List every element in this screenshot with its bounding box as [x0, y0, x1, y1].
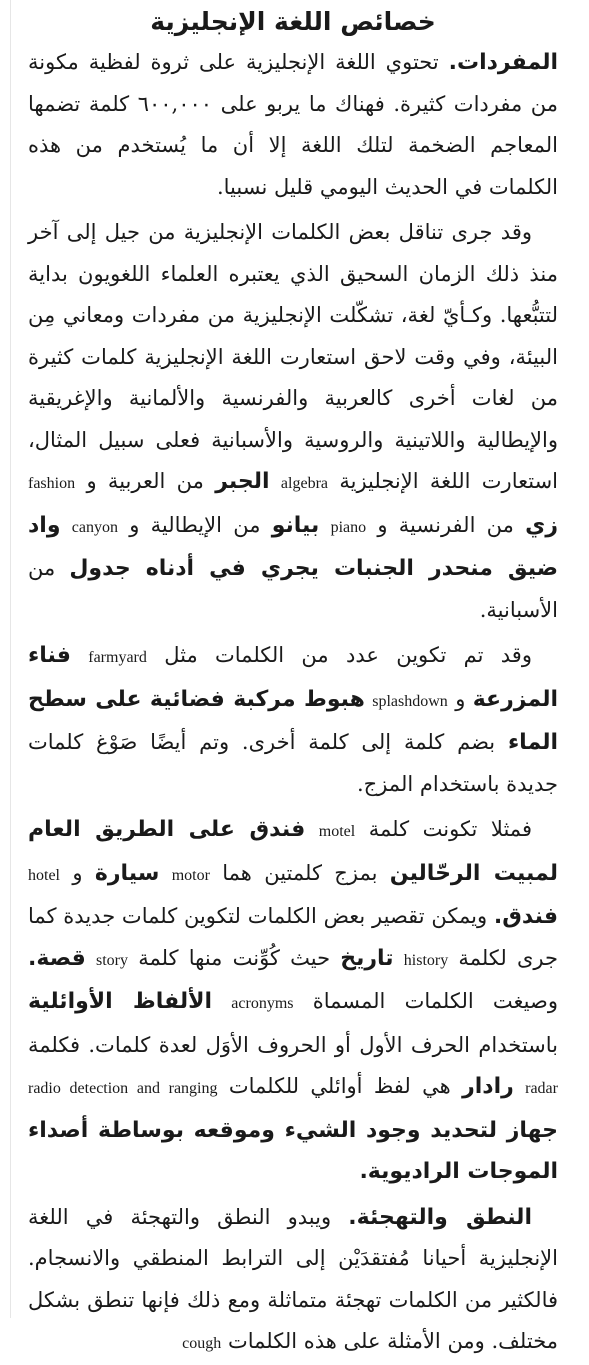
text: بمزج كلمتين هما — [209, 860, 390, 885]
text: من الفرنسية و — [366, 512, 526, 537]
english-term-piano: piano — [330, 518, 367, 536]
english-term-motor: motor — [171, 866, 210, 884]
text — [270, 469, 281, 493]
page-title: خصائص اللغة الإنجليزية — [150, 7, 436, 36]
text: وقد تم تكوين عدد من الكلمات مثل — [146, 643, 532, 667]
text: تحتوي اللغة الإنجليزية على ثروة لفظية مكونة من مفردات كثيرة. فهناك ما يربو على ٦٠٠,٠٠٠ كلمة تضمها المعاجم الضخمة لتلك اللغة إلا أن ما يُستخدم من هذه الكلمات في الحديث اليومي قليل نسبيا. — [28, 50, 558, 199]
english-term-canyon: canyon — [71, 518, 118, 536]
text — [514, 1074, 525, 1098]
text — [394, 946, 404, 970]
text: وصيغت الكلمات المسماة — [293, 989, 558, 1013]
bold-term-canyon: واد ضيق منحدر الجنبات يجري في أدناه جدول — [28, 512, 558, 581]
bold-term-radar-definition: جهاز لتحديد وجود الشيء وموقعه بوساطة أصداء الموجات الراديوية. — [28, 1117, 558, 1184]
document-page — [28, 0, 559, 1353]
english-term-history: history — [403, 951, 449, 969]
text: من العربية و — [75, 469, 216, 493]
text: و — [60, 860, 95, 885]
bold-term-piano: بيانو — [271, 512, 320, 538]
english-term-farmyard: farmyard — [88, 649, 147, 666]
text — [305, 817, 319, 841]
text — [71, 643, 88, 667]
text — [86, 946, 96, 970]
paragraph-borrowing — [28, 212, 558, 631]
bold-term-fashion: زي — [525, 512, 558, 538]
bold-term-history: تاريخ — [340, 945, 394, 971]
text: ويبدو النطق والتهجئة في اللغة الإنجليزية أحيانا مُفتقدَيْن إلى الترابط المنطقي والانسجام. فالكثير من الكلمات تهجئة متماثلة ومع ذلك فإنها تنطق بشكل مختلف. ومن الأمثلة على هذه الكلمات — [28, 1204, 559, 1353]
text — [159, 861, 171, 885]
text: من الأسبانية. — [28, 556, 558, 622]
english-term-radar: radar — [525, 1080, 558, 1097]
english-term-motel: motel — [318, 823, 356, 840]
english-term-story: story — [96, 951, 128, 969]
bold-term-hotel: فندق. — [493, 904, 558, 929]
bold-term-motel: فندق على الطريق العام لمبيت الرحّالين — [28, 817, 558, 886]
bold-term-splashdown: هبوط مركبة فضائية على سطح الماء — [28, 686, 558, 755]
text — [212, 989, 231, 1013]
bold-term-acronyms: الألفاظ الأوائلية — [28, 989, 213, 1014]
english-term-splashdown: splashdown — [372, 692, 448, 710]
text: باستخدام الحرف الأول أو الحروف الأوَل لعدة كلمات. فكلمة — [28, 1032, 558, 1057]
paragraph-blending — [28, 809, 558, 1193]
text: حيث كُوِّنت منها كلمة — [128, 945, 341, 970]
scan-margin-line — [10, 0, 11, 1318]
text: ويمكن تقصير بعض الكلمات لتكوين كلمات جديدة كما جرى لكلمة — [28, 904, 558, 970]
text: و — [447, 686, 473, 711]
text: وقد جرى تناقل بعض الكلمات الإنجليزية من جيل إلى آخر منذ ذلك الزمان السحيق الذي يعتبره العلماء اللغويون بداية لتتبُّعها. وكـأيّ لغة، تشكّلت الإنجليزية من مفردات ومعاني مِن البيئة، وفي وقت لاحق استعارت اللغة الإنجليزية كلمات كثيرة من لغات أخرى كالعربية والفرنسية والألمانية والإغريقية والإيطالية واللاتينية والروسية والأسبانية فعلى سبيل المثال، استعارت اللغة الإنجليزية — [28, 220, 558, 493]
bold-term-farmyard: فناء المزرعة — [28, 643, 558, 712]
text — [319, 513, 330, 537]
text: فمثلا تكونت كلمة — [355, 817, 532, 841]
text: بضم كلمة إلى كلمة أخرى. وتم أيضًا صَوْغ كلمات جديدة باستخدام المزج. — [28, 730, 558, 796]
english-term-hotel: hotel — [28, 866, 60, 884]
paragraph-compounding — [28, 635, 558, 805]
english-term-cough: cough — [182, 1335, 222, 1352]
heading-vocabulary: المفردات. — [448, 50, 558, 75]
english-term-algebra: algebra — [280, 475, 328, 492]
bold-term-algebra: الجبر — [215, 469, 270, 494]
paragraph-pronunciation — [28, 1197, 558, 1365]
bold-term-story: قصة. — [28, 945, 86, 971]
english-term-fashion: fashion — [28, 475, 76, 492]
text — [61, 513, 72, 537]
english-term-acronyms: acronyms — [231, 995, 294, 1012]
bold-term-radar: رادار — [462, 1074, 514, 1099]
bold-term-motor: سيارة — [94, 860, 160, 886]
paragraph-vocabulary — [28, 42, 558, 208]
heading-pronunciation: النطق والتهجئة. — [348, 1204, 532, 1230]
text: من الإيطالية و — [118, 512, 272, 537]
text: هي لفظ أوائلي للكلمات — [217, 1074, 463, 1098]
english-term-radio-detection: radio detection and ranging — [28, 1080, 218, 1097]
